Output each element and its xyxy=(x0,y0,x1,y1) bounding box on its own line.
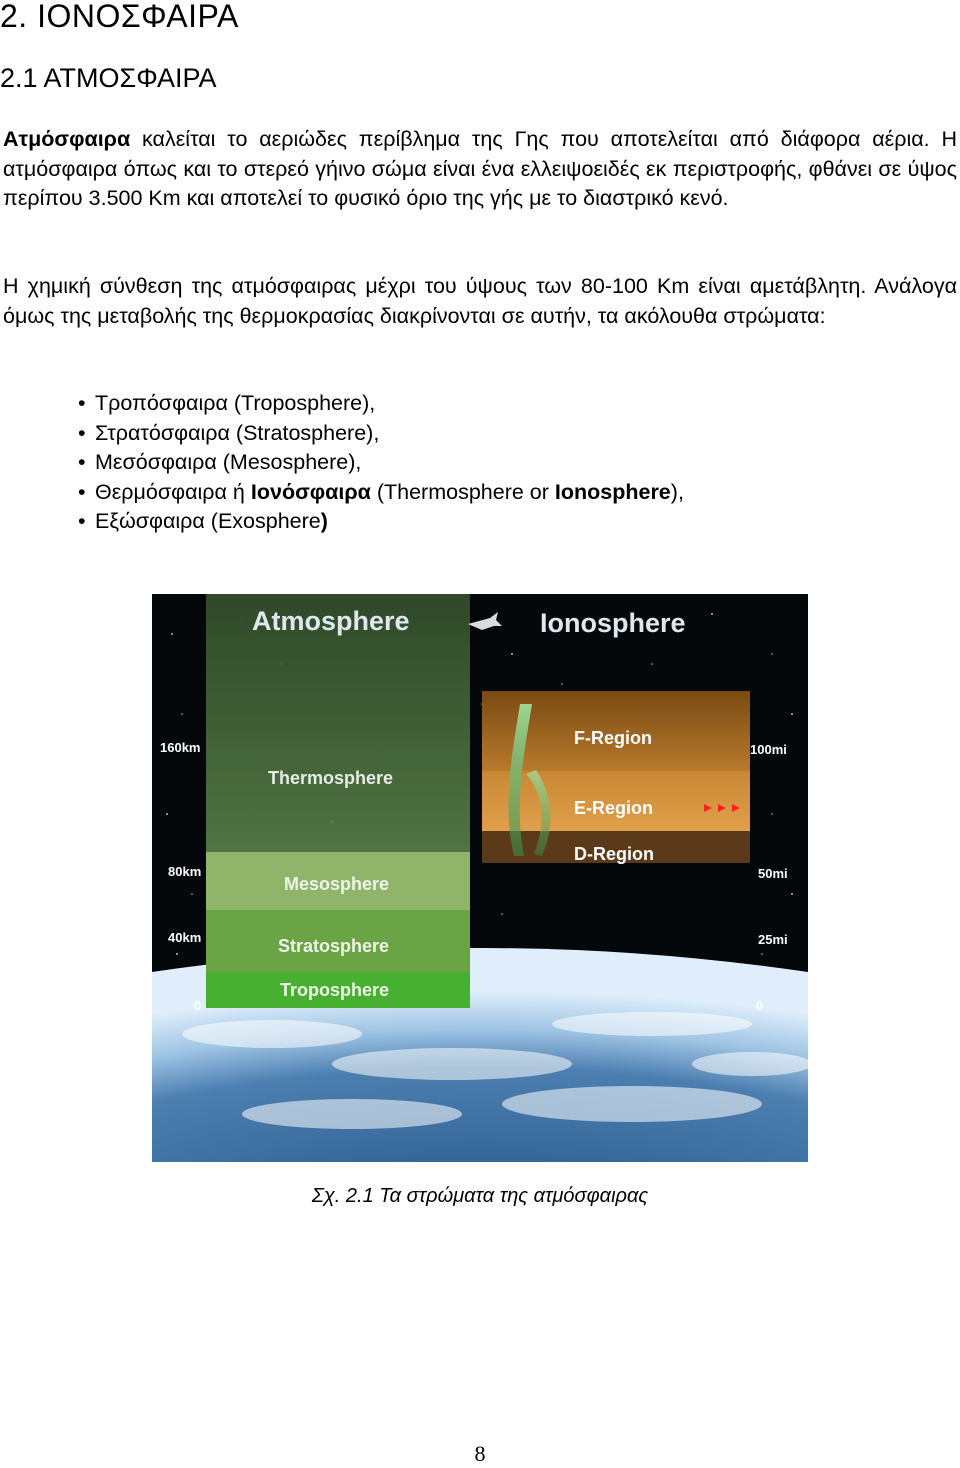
ionosphere-title: Ionosphere xyxy=(540,608,686,638)
term-atmosphere: Ατμόσφαιρα xyxy=(3,127,131,151)
scale-label-left: 160km xyxy=(160,740,201,755)
subsection-heading: 2.1 ΑΤΜΟΣΦΑΙΡΑ xyxy=(0,63,217,93)
atmosphere-diagram xyxy=(152,594,808,1162)
scale-label-right: 50mi xyxy=(758,866,788,881)
scale-label-left: 40km xyxy=(168,930,202,945)
layers-list xyxy=(78,389,684,537)
list-item: • Εξώσφαιρα (Exosphere) xyxy=(78,507,684,537)
troposphere-label: Troposphere xyxy=(280,980,390,1000)
atmosphere-title: Atmosphere xyxy=(252,606,410,636)
figure-caption: Σχ. 2.1 Τα στρώματα της ατμόσφαιρας xyxy=(311,1185,649,1207)
scale-label-right: 0 xyxy=(756,998,764,1013)
list-item: • Μεσόσφαιρα (Mesosphere), xyxy=(78,448,684,478)
mesosphere-label: Mesosphere xyxy=(284,874,390,894)
scale-label-left: 80km xyxy=(168,864,202,879)
stratosphere-label: Stratosphere xyxy=(278,936,390,956)
scale-label-right: 100mi xyxy=(750,742,787,757)
section-heading: 2. ΙΟΝΟΣΦΑΙΡΑ xyxy=(0,0,239,34)
list-item: • Τροπόσφαιρα (Troposphere), xyxy=(78,389,684,419)
atmosphere-layers-figure xyxy=(152,594,808,1162)
scale-label-left: 0 xyxy=(194,998,202,1013)
scale-label-right: 25mi xyxy=(758,932,788,947)
paragraph-atmosphere-definition xyxy=(3,125,957,214)
thermosphere-label: Thermosphere xyxy=(268,768,394,788)
paragraph-composition: Η χημική σύνθεση της ατμόσφαιρας μέχρι του ύψους των 80-100 Km είναι αμετάβλητη. Ανάλογα όμως της μεταβολής της θερμοκρασίας διακρίνονται σε αυτήν, τα ακόλουθα στρώματα: xyxy=(3,274,957,328)
list-item: • Στρατόσφαιρα (Stratosphere), xyxy=(78,419,684,449)
list-item: • Θερμόσφαιρα ή Ιονόσφαιρα (Thermosphere or Ionosphere), xyxy=(78,478,684,508)
d-region-label: D-Region xyxy=(574,844,654,864)
e-region-label: E-Region xyxy=(574,798,653,818)
page-number: 8 xyxy=(474,1441,486,1466)
f-region-label: F-Region xyxy=(574,728,652,748)
paragraph-text: καλείται το αεριώδες περίβλημα της Γης που αποτελείται από διάφορα αέρια. Η ατμόσφαιρα όπως και το στερεό γήινο σώμα είναι ένα ελλειψοειδές εκ περιστροφής, φθάνει σε ύψος περίπου 3.500 Km και αποτελεί το φυσικό όριο της γής με το διαστρικό κενό. xyxy=(3,127,957,210)
